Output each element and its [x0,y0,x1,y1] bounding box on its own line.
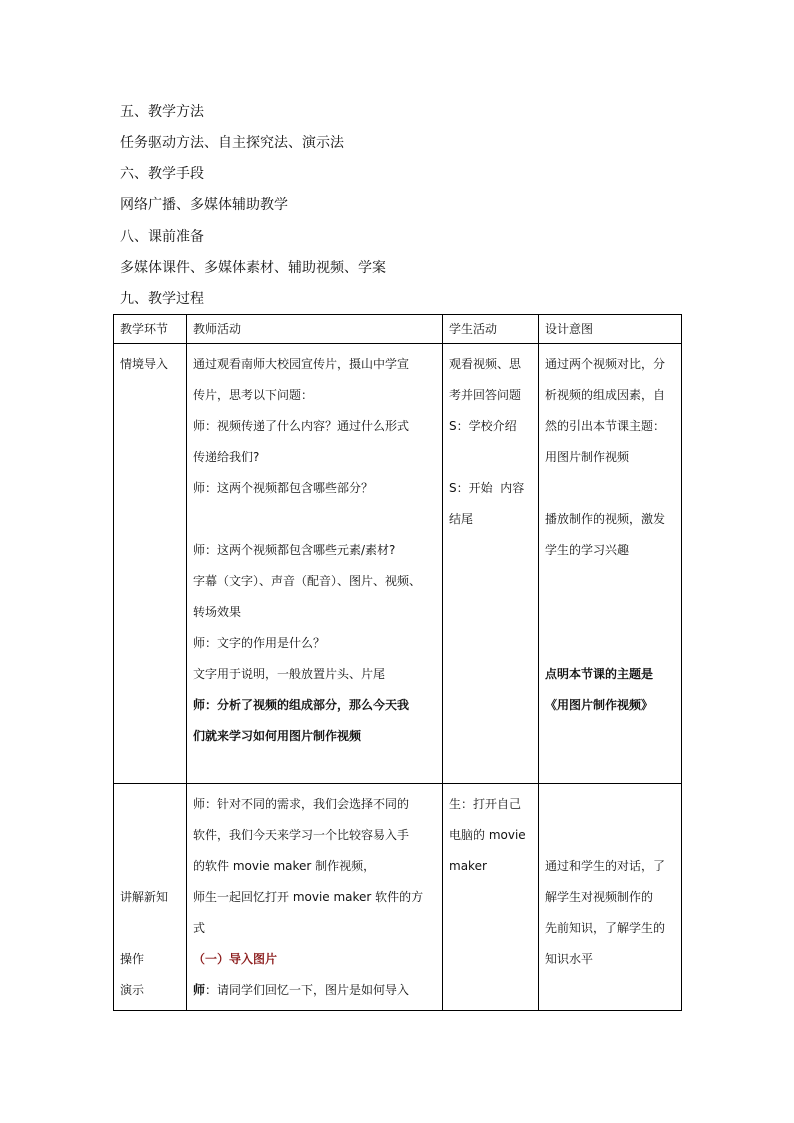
student-activity-cell [443,344,539,784]
design-line [545,597,675,628]
stage-cell [114,344,187,784]
stage-cell [114,784,187,1011]
design-line: 通过和学生的对话，了 [545,859,666,873]
design-line: 知识水平 [545,952,594,966]
student-line: 电脑的 movie [449,828,526,842]
design-line [545,473,675,504]
student-line: 结尾 [449,512,474,526]
teacher-line-text: ：请同学们回忆一下，图片是如何导入 [205,983,410,997]
stage-sublabel: 操作 [120,952,145,966]
student-line: 考并回答问题 [449,388,522,402]
section-heading-means: 六、教学手段 [120,166,204,182]
section-content-methods: 任务驱动方法、自主探究法、演示法 [120,135,344,151]
teacher-line: 师：针对不同的需求，我们会选择不同的 [193,797,410,811]
teacher-activity-cell [187,784,443,1011]
design-line: 点明本节课的主题是 [545,667,654,681]
stage-label: 讲解新知 [120,890,169,904]
design-line: 析视频的组成因素，自 [545,388,666,402]
design-line: 《用图片制作视频》 [545,698,654,712]
teacher-line: 传递给我们? [193,450,260,464]
teacher-line: 文字用于说明，一般放置片头、片尾 [193,667,386,681]
teacher-line: 师：分析了视频的组成部分，那么今天我 [193,698,410,712]
table-header-design: 设计意图 [539,315,682,344]
teacher-activity-cell [187,344,443,784]
design-line: 学生的学习兴趣 [545,543,630,557]
teacher-line: 师：文字的作用是什么？ [193,636,326,650]
teacher-line: 式 [193,921,206,935]
student-line: 观看视频、思 [449,357,522,371]
teacher-line: 软件，我们今天来学习一个比较容易入手 [193,828,410,842]
design-line: 通过两个视频对比，分 [545,357,666,371]
teacher-line: 师：这两个视频都包含哪些元素/素材? [193,543,396,557]
table-header-row [114,315,682,344]
design-line: 先前知识，了解学生的 [545,921,666,935]
teacher-line: 师：这两个视频都包含哪些部分？ [193,481,374,495]
design-line [545,789,675,820]
table-header-student: 学生活动 [443,315,539,344]
subsection-heading-import-images: （一）导入图片 [193,952,278,966]
teacher-line: 传片，思考以下问题： [193,388,314,402]
teacher-speaker-label: 师 [193,983,206,997]
student-activity-cell [443,784,539,1011]
table-header-stage: 教学环节 [114,315,187,344]
student-line: maker [449,859,487,873]
teacher-line: 转场效果 [193,605,242,619]
stage-sublabel: 演示 [120,983,145,997]
teacher-line [193,504,436,535]
table-row [114,344,682,784]
design-line: 然的引出本节课主题： [545,419,666,433]
design-intent-cell [539,344,682,784]
teacher-line: 通过观看南师大校园宣传片，摄山中学宣 [193,357,410,371]
section-content-means: 网络广播、多媒体辅助教学 [120,197,288,213]
teacher-line: 师：视频传递了什么内容？通过什么形式 [193,419,410,433]
design-line: 用图片制作视频 [545,450,630,464]
student-line [449,442,532,473]
design-line [545,820,675,851]
teacher-line: 的软件 movie maker 制作视频， [193,859,376,873]
section-heading-process: 九、教学过程 [120,291,204,307]
teacher-line [193,975,436,1006]
design-line: 播放制作的视频，激发 [545,512,666,526]
student-line: S：开始 内容 [449,481,525,495]
design-line: 解学生对视频制作的 [545,890,654,904]
section-heading-methods: 五、教学方法 [120,104,204,120]
section-content-preparation: 多媒体课件、多媒体素材、辅助视频、学案 [120,260,386,276]
design-line [545,566,675,597]
teacher-line: 们就来学习如何用图片制作视频 [193,729,362,743]
teaching-process-table [113,314,682,1011]
section-heading-preparation: 八、课前准备 [120,229,204,245]
teacher-line: 师生一起回忆打开 movie maker 软件的方 [193,890,424,904]
design-line [545,628,675,659]
table-row [114,784,682,1011]
student-line: S：学校介绍 [449,419,517,433]
student-line: 生：打开自己 [449,797,522,811]
design-intent-cell [539,784,682,1011]
stage-label: 情境导入 [120,357,169,371]
table-header-teacher: 教师活动 [187,315,443,344]
teacher-line: 字幕（文字）、声音（配音）、图片、视频、 [193,574,422,588]
